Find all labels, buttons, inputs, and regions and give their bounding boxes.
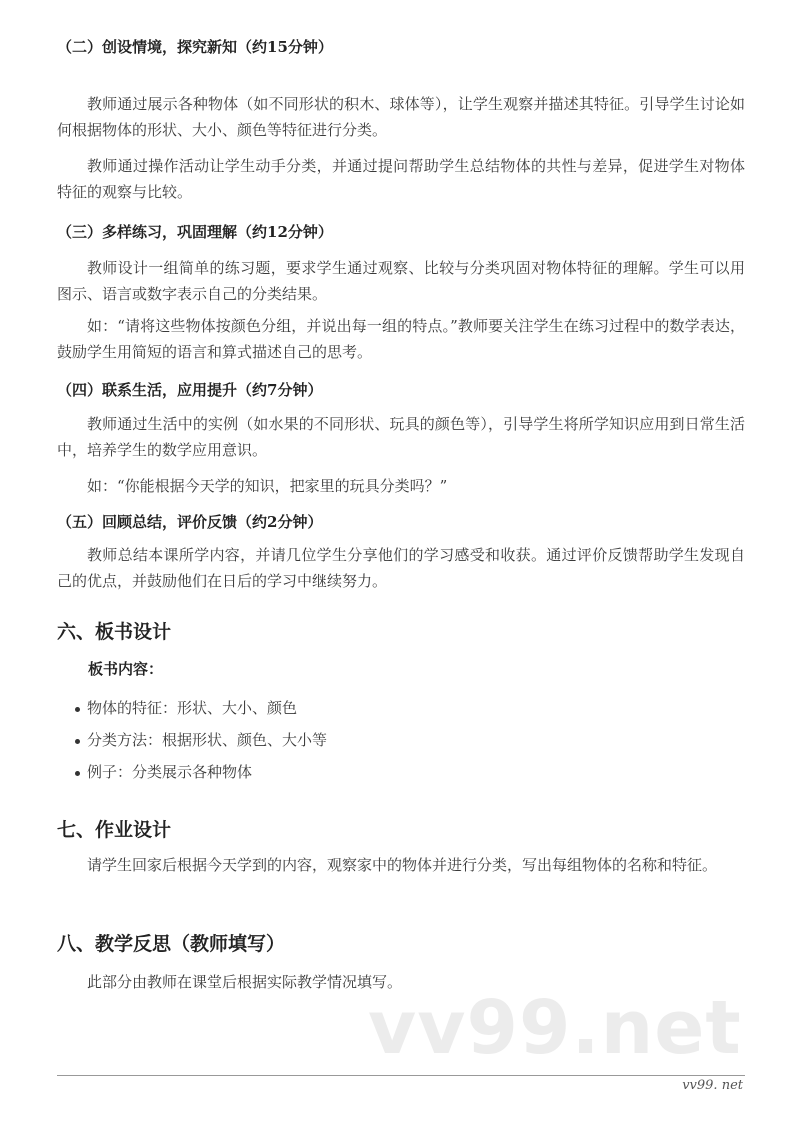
list-item [75, 762, 763, 782]
bullet-icon [75, 771, 80, 776]
watermark: vv99.net [368, 985, 742, 1071]
paragraph: 如：“请将这些物体按颜色分组，并说出每一组的特点。”教师要关注学生在练习过程中的数学表达，鼓励学生用简短的语言和算式描述自己的思考。 [57, 317, 745, 361]
homework-text: 请学生回家后根据今天学到的内容，观察家中的物体并进行分类，写出每组物体的名称和特征。 [87, 856, 718, 874]
reflection-text: 此部分由教师在课堂后根据实际教学情况填写。 [87, 973, 403, 991]
bullet-icon [75, 707, 80, 712]
board-design-subheading: 板书内容： [88, 660, 164, 678]
footer-site: vv99. net [682, 1078, 743, 1093]
paragraph: 教师通过生活中的实例（如水果的不同形状、玩具的颜色等），引导学生将所学知识应用到日常生活中，培养学生的数学应用意识。 [57, 415, 745, 459]
bullet-icon [75, 739, 80, 744]
paragraph: 教师通过操作活动让学生动手分类，并通过提问帮助学生总结物体的共性与差异，促进学生对物体特征的观察与比较。 [57, 157, 745, 201]
section-heading: （五）回顾总结，评价反馈（约2分钟） [57, 513, 323, 531]
section-heading: （二）创设情境，探究新知（约15分钟） [57, 38, 333, 56]
reflection-heading: 八、教学反思（教师填写） [57, 933, 286, 955]
section-heading: （三）多样练习，巩固理解（约12分钟） [57, 223, 333, 241]
paragraph: 如：“你能根据今天学的知识，把家里的玩具分类吗？” [87, 477, 448, 495]
paragraph: 教师总结本课所学内容，并请几位学生分享他们的学习感受和收获。通过评价反馈帮助学生发现自己的优点，并鼓励他们在日后的学习中继续努力。 [57, 546, 745, 590]
list-item-text: 例子：分类展示各种物体 [87, 763, 253, 781]
list-item-text: 分类方法：根据形状、颜色、大小等 [87, 731, 328, 749]
list-item [75, 730, 763, 750]
list-item [75, 698, 763, 718]
homework-heading: 七、作业设计 [57, 819, 172, 841]
board-design-heading: 六、板书设计 [57, 621, 172, 643]
paragraph: 教师通过展示各种物体（如不同形状的积木、球体等），让学生观察并描述其特征。引导学生讨论如何根据物体的形状、大小、颜色等特征进行分类。 [57, 95, 745, 139]
list-item-text: 物体的特征：形状、大小、颜色 [87, 699, 298, 717]
section-heading: （四）联系生活，应用提升（约7分钟） [57, 381, 323, 399]
paragraph: 教师设计一组简单的练习题，要求学生通过观察、比较与分类巩固对物体特征的理解。学生可以用图示、语言或数字表示自己的分类结果。 [57, 259, 745, 303]
footer-divider [57, 1075, 745, 1076]
